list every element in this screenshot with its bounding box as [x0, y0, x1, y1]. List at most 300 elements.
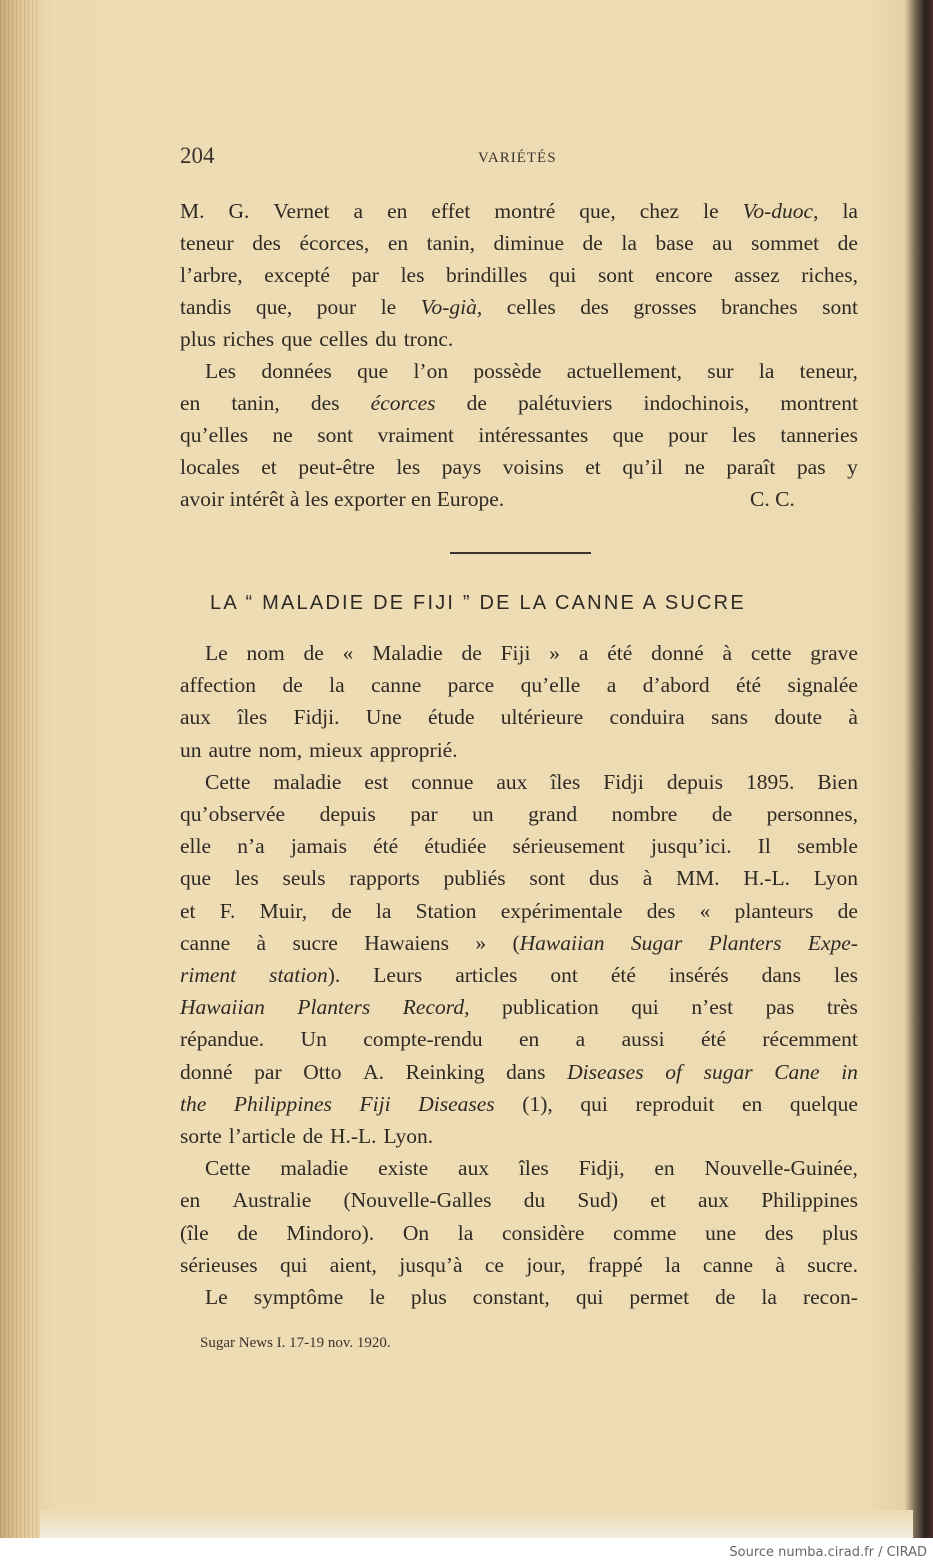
word: par [254, 1059, 282, 1084]
word: paraît [726, 455, 776, 479]
word: ont [550, 963, 578, 987]
word: aux [496, 769, 528, 794]
text-line [180, 866, 858, 891]
word: Hawaiens [364, 930, 449, 955]
word: les [834, 963, 858, 987]
word: maladie [273, 769, 342, 794]
word: actuellement, [566, 359, 682, 383]
word: des [580, 295, 609, 319]
word: riment [180, 963, 237, 987]
word: Vo-già, [420, 295, 483, 319]
word: comme [613, 1220, 677, 1245]
word: grand [528, 802, 578, 826]
word: sérieusement [512, 834, 625, 859]
text-line [180, 263, 858, 288]
word: que [612, 423, 644, 447]
word: quelque [789, 1091, 858, 1116]
word: Il [757, 834, 771, 859]
word: jusqu’ici. [650, 834, 732, 859]
word: depuis [666, 769, 723, 794]
word: Fidji [603, 769, 644, 794]
word: un [180, 737, 202, 762]
word: et [585, 455, 601, 479]
word: au [712, 231, 733, 255]
word: grosses [633, 295, 697, 319]
word: base [655, 231, 694, 255]
word: of [665, 1059, 682, 1084]
word: sommet [751, 231, 820, 255]
text-line [180, 1027, 858, 1052]
text-line [180, 705, 858, 730]
word: une [705, 1220, 737, 1245]
word: répandue. [180, 1027, 265, 1052]
word: la [375, 898, 392, 923]
word: sur [707, 359, 734, 383]
word: planteurs [734, 898, 814, 923]
word: plus [410, 1285, 447, 1309]
word: teneur [180, 231, 234, 255]
word: et [180, 898, 196, 923]
word: de [582, 231, 603, 255]
word: Philippines [761, 1188, 858, 1213]
word: aux [697, 1188, 729, 1213]
word: celles [319, 327, 369, 351]
word: de [461, 641, 482, 665]
word: frappé [587, 1252, 643, 1277]
word: qu’elles [180, 423, 249, 447]
word: vraiment [377, 423, 454, 447]
text-line [180, 231, 858, 256]
text-line [180, 834, 858, 859]
word: que, [579, 199, 616, 223]
word: en [741, 1091, 763, 1116]
word: de [331, 898, 352, 923]
word: en [180, 391, 201, 415]
word: qui [631, 995, 659, 1020]
word: en [387, 231, 409, 255]
word: été [610, 963, 636, 987]
word: les [234, 866, 259, 891]
text-line [180, 391, 858, 416]
word: nom [246, 641, 285, 665]
word: peut-être [298, 455, 375, 479]
word: aux [458, 1156, 490, 1181]
word: Un [300, 1027, 327, 1052]
word: MM. [676, 866, 720, 891]
word: Cette [205, 1156, 251, 1181]
word: tronc. [403, 327, 454, 351]
word: M. [180, 199, 205, 223]
word: qu’il [622, 455, 663, 479]
word: personnes, [766, 802, 858, 826]
word: du [375, 327, 397, 351]
word: affection [180, 673, 257, 698]
word: Vernet [273, 199, 330, 223]
word: ne [272, 423, 293, 447]
word: rapports [349, 866, 420, 891]
text-line [180, 995, 858, 1020]
word: G. [228, 199, 250, 223]
word: (Hawaiian [512, 930, 605, 955]
word: l’arbre, [180, 263, 243, 287]
word: des [252, 231, 281, 255]
word: qui [580, 1091, 608, 1116]
word: étudiée [424, 834, 487, 859]
word: que [357, 359, 389, 383]
word: écorces, [299, 231, 370, 255]
word: in [841, 1059, 858, 1084]
word: sérieuses [180, 1252, 258, 1277]
word: les [732, 423, 756, 447]
word: 1895. [745, 769, 795, 794]
word: de [466, 391, 487, 415]
word: » [549, 641, 561, 665]
text-line [180, 1092, 858, 1117]
word: la [665, 1252, 681, 1277]
word: A. [363, 1059, 385, 1084]
word: et [261, 455, 277, 479]
word: le [380, 295, 397, 319]
word: tandis [180, 295, 232, 319]
word: intéressantes [478, 423, 589, 447]
word: permet [629, 1285, 690, 1309]
word: sans [710, 705, 749, 730]
word: semble [797, 834, 858, 859]
word: Expe- [807, 930, 858, 955]
word: pour [316, 295, 357, 319]
running-title: VARIÉTÉS [478, 150, 557, 166]
word: connue [411, 769, 474, 794]
text-line [180, 899, 858, 924]
word: Philippines [233, 1091, 332, 1116]
text-line [180, 802, 858, 827]
word: par [351, 263, 379, 287]
word: et [650, 1188, 666, 1213]
word: montré [494, 199, 556, 223]
word: qu’observée [180, 802, 286, 826]
word: n’est [691, 995, 734, 1020]
word: » [475, 930, 487, 955]
word: en [518, 1027, 540, 1052]
word: Planters [708, 930, 782, 955]
word: Fidji. [293, 705, 340, 730]
word: possède [473, 359, 542, 383]
word: voisins [502, 455, 564, 479]
word: jamais [290, 834, 347, 859]
word: publiés [443, 866, 506, 891]
word: Hawaiian [180, 995, 265, 1020]
word: des [310, 391, 340, 415]
word: sont [597, 263, 634, 287]
word: Diseases [418, 1091, 495, 1116]
word: l’article [228, 1124, 296, 1148]
word: sorte [180, 1124, 222, 1148]
word: de [711, 802, 733, 826]
word: a [578, 641, 589, 665]
word: celles [506, 295, 556, 319]
word: de [302, 1124, 323, 1148]
word: parce [447, 673, 495, 698]
word: approprié. [369, 737, 458, 762]
text-line [180, 1124, 858, 1149]
text-line [180, 327, 858, 352]
word: que [180, 866, 212, 891]
word: qui [575, 1285, 604, 1309]
word: articles [455, 963, 518, 987]
word: été [736, 673, 762, 698]
word: été [700, 1027, 727, 1052]
word: considère [502, 1220, 585, 1245]
text-line [205, 1285, 858, 1310]
word: à [775, 1252, 785, 1277]
source-credit: Source numba.cirad.fr / CIRAD [729, 1545, 927, 1560]
word: riches, [801, 263, 858, 287]
word: sont [317, 423, 354, 447]
word: effet [431, 199, 471, 223]
word: donné [180, 1059, 233, 1084]
word: en [654, 1156, 675, 1181]
page-number: 204 [180, 143, 215, 168]
word: Le [205, 1285, 228, 1309]
word: Record, [402, 995, 470, 1020]
text-line [205, 359, 858, 384]
word: de [303, 641, 324, 665]
word: H.-L. [329, 1124, 377, 1148]
word: locales [180, 455, 240, 479]
word: assez [734, 263, 780, 287]
text-line [180, 1188, 858, 1213]
word: dans [506, 1059, 546, 1084]
word: Reinking [405, 1059, 485, 1084]
word: Australie [232, 1188, 312, 1213]
word: un [472, 802, 494, 826]
word: Cane [774, 1059, 820, 1084]
word: cette [750, 641, 792, 665]
word: grave [810, 641, 858, 665]
text-line [180, 1253, 858, 1278]
word: conduira [609, 705, 685, 730]
word: tanin, [231, 391, 280, 415]
word: encore [655, 263, 713, 287]
word: aussi [621, 1027, 665, 1052]
word: nom, [258, 737, 303, 762]
word: Mindoro). [286, 1220, 375, 1245]
word: îles [550, 769, 581, 794]
word: chez [639, 199, 680, 223]
word: Otto [303, 1059, 342, 1084]
word: montrent [780, 391, 858, 415]
article-heading: LA “ MALADIE DE FIJI ” DE LA CANNE A SUCRE [210, 592, 746, 614]
word: aux [180, 705, 212, 730]
book-page-edges [0, 0, 40, 1538]
word: écorces [370, 391, 436, 415]
word: Cette [205, 769, 251, 794]
word: qui [279, 1252, 308, 1277]
word: la [329, 673, 345, 698]
text-line [180, 199, 858, 224]
word: plus [822, 1220, 858, 1245]
text-line [180, 295, 858, 320]
word: la [758, 359, 775, 383]
word: Les [205, 359, 237, 383]
word: Bien [817, 769, 858, 794]
word: sont [822, 295, 858, 319]
text-line [180, 423, 858, 448]
word: le [369, 1285, 385, 1309]
word: qu’elle [520, 673, 581, 698]
word: H.-L. [743, 866, 790, 891]
word: par [410, 802, 438, 826]
word: Diseases [567, 1059, 644, 1084]
word: doute [774, 705, 823, 730]
word: Leurs [373, 963, 423, 987]
word: ce [484, 1252, 504, 1277]
text-line [180, 1221, 858, 1246]
word: y [847, 455, 858, 479]
word: publication [502, 995, 599, 1020]
word: îles [237, 705, 268, 730]
word: les [396, 455, 421, 479]
word: dans [761, 963, 802, 987]
text-line [180, 931, 858, 956]
text-segment: avoir intérêt à les exporter en Europe. [180, 487, 505, 511]
word: depuis [319, 802, 376, 826]
word: que, [255, 295, 293, 319]
word: d’abord [642, 673, 710, 698]
word: signalée [787, 673, 858, 698]
word: Planters [297, 995, 371, 1020]
word: a [353, 199, 364, 223]
word: n’a [237, 834, 265, 859]
word: des [646, 898, 676, 923]
word: teneur, [799, 359, 858, 383]
word: des [764, 1220, 794, 1245]
word: que [281, 327, 313, 351]
word: seuls [282, 866, 326, 891]
word: Fidji, [578, 1156, 625, 1181]
word: à [722, 641, 732, 665]
word: îles [518, 1156, 549, 1181]
word: branches [721, 295, 798, 319]
word: tanin, [426, 231, 476, 255]
text-line [180, 487, 858, 512]
word: donné [651, 641, 704, 665]
word: recon- [802, 1285, 858, 1309]
word: mieux [309, 737, 363, 762]
word: station). [269, 963, 341, 987]
word: a [606, 673, 617, 698]
word: On [402, 1220, 430, 1245]
word: excepté [264, 263, 330, 287]
text-line [180, 963, 858, 988]
word: jour, [526, 1252, 566, 1277]
word: qui [548, 263, 577, 287]
word: à [848, 705, 858, 730]
word: reproduit [635, 1091, 715, 1116]
word: symptôme [253, 1285, 344, 1309]
word: Une [365, 705, 402, 730]
word: récemment [762, 1027, 858, 1052]
word: (Nouvelle-Galles [343, 1188, 492, 1213]
word: pas [765, 995, 795, 1020]
word: tanneries [780, 423, 858, 447]
word: Station [415, 898, 477, 923]
word: été [607, 641, 633, 665]
word: sont [529, 866, 566, 891]
word: pas [796, 455, 826, 479]
word: la [761, 1285, 777, 1309]
word: nombre [611, 802, 678, 826]
word: de [837, 231, 858, 255]
word: a [575, 1027, 586, 1052]
word: Lyon [813, 866, 858, 891]
word: the [180, 1091, 207, 1116]
word: sugar [703, 1059, 753, 1084]
word: canne [180, 930, 231, 955]
section-divider [450, 552, 591, 554]
word: est [364, 769, 389, 794]
word: constant, [472, 1285, 550, 1309]
word: (île [180, 1220, 209, 1245]
word: à [642, 866, 653, 891]
word: maladie [280, 1156, 349, 1181]
word: pour [668, 423, 708, 447]
word: Lyon. [383, 1124, 434, 1148]
word: (1), [522, 1091, 553, 1116]
text-line [180, 1060, 858, 1085]
word: Fiji [500, 641, 531, 665]
word: brindilles [446, 263, 528, 287]
word: Sud) [577, 1188, 619, 1213]
word: de [715, 1285, 736, 1309]
text-line [180, 455, 858, 480]
text-line [180, 738, 858, 763]
word: le [703, 199, 719, 223]
word: palétuviers [518, 391, 613, 415]
word: les [400, 263, 425, 287]
word: autre [208, 737, 252, 762]
footnote: Sugar News I. 17-19 nov. 1920. [200, 1335, 391, 1351]
word: en [387, 199, 408, 223]
word: ne [684, 455, 705, 479]
word: très [826, 995, 858, 1020]
word: sucre [292, 930, 338, 955]
word: existe [378, 1156, 429, 1181]
word: compte-rendu [363, 1027, 483, 1052]
word: du [523, 1188, 546, 1213]
word: aient, [329, 1252, 377, 1277]
word: expérimentale [500, 898, 623, 923]
text-line [180, 673, 858, 698]
word: Sugar [630, 930, 683, 955]
text-line [205, 1156, 858, 1181]
word: F. [219, 898, 236, 923]
word: de [282, 673, 303, 698]
word: la [457, 1220, 474, 1245]
word: « [699, 898, 711, 923]
word: étude [427, 705, 475, 730]
word: diminue [493, 231, 565, 255]
word: sucre. [807, 1252, 858, 1277]
word: insérés [668, 963, 729, 987]
word: la [842, 199, 858, 223]
text-line [205, 641, 858, 666]
word: elle [180, 834, 212, 859]
word: plus [180, 327, 216, 351]
word: Muir, [259, 898, 308, 923]
word: indochinois, [643, 391, 750, 415]
word: données [261, 359, 332, 383]
